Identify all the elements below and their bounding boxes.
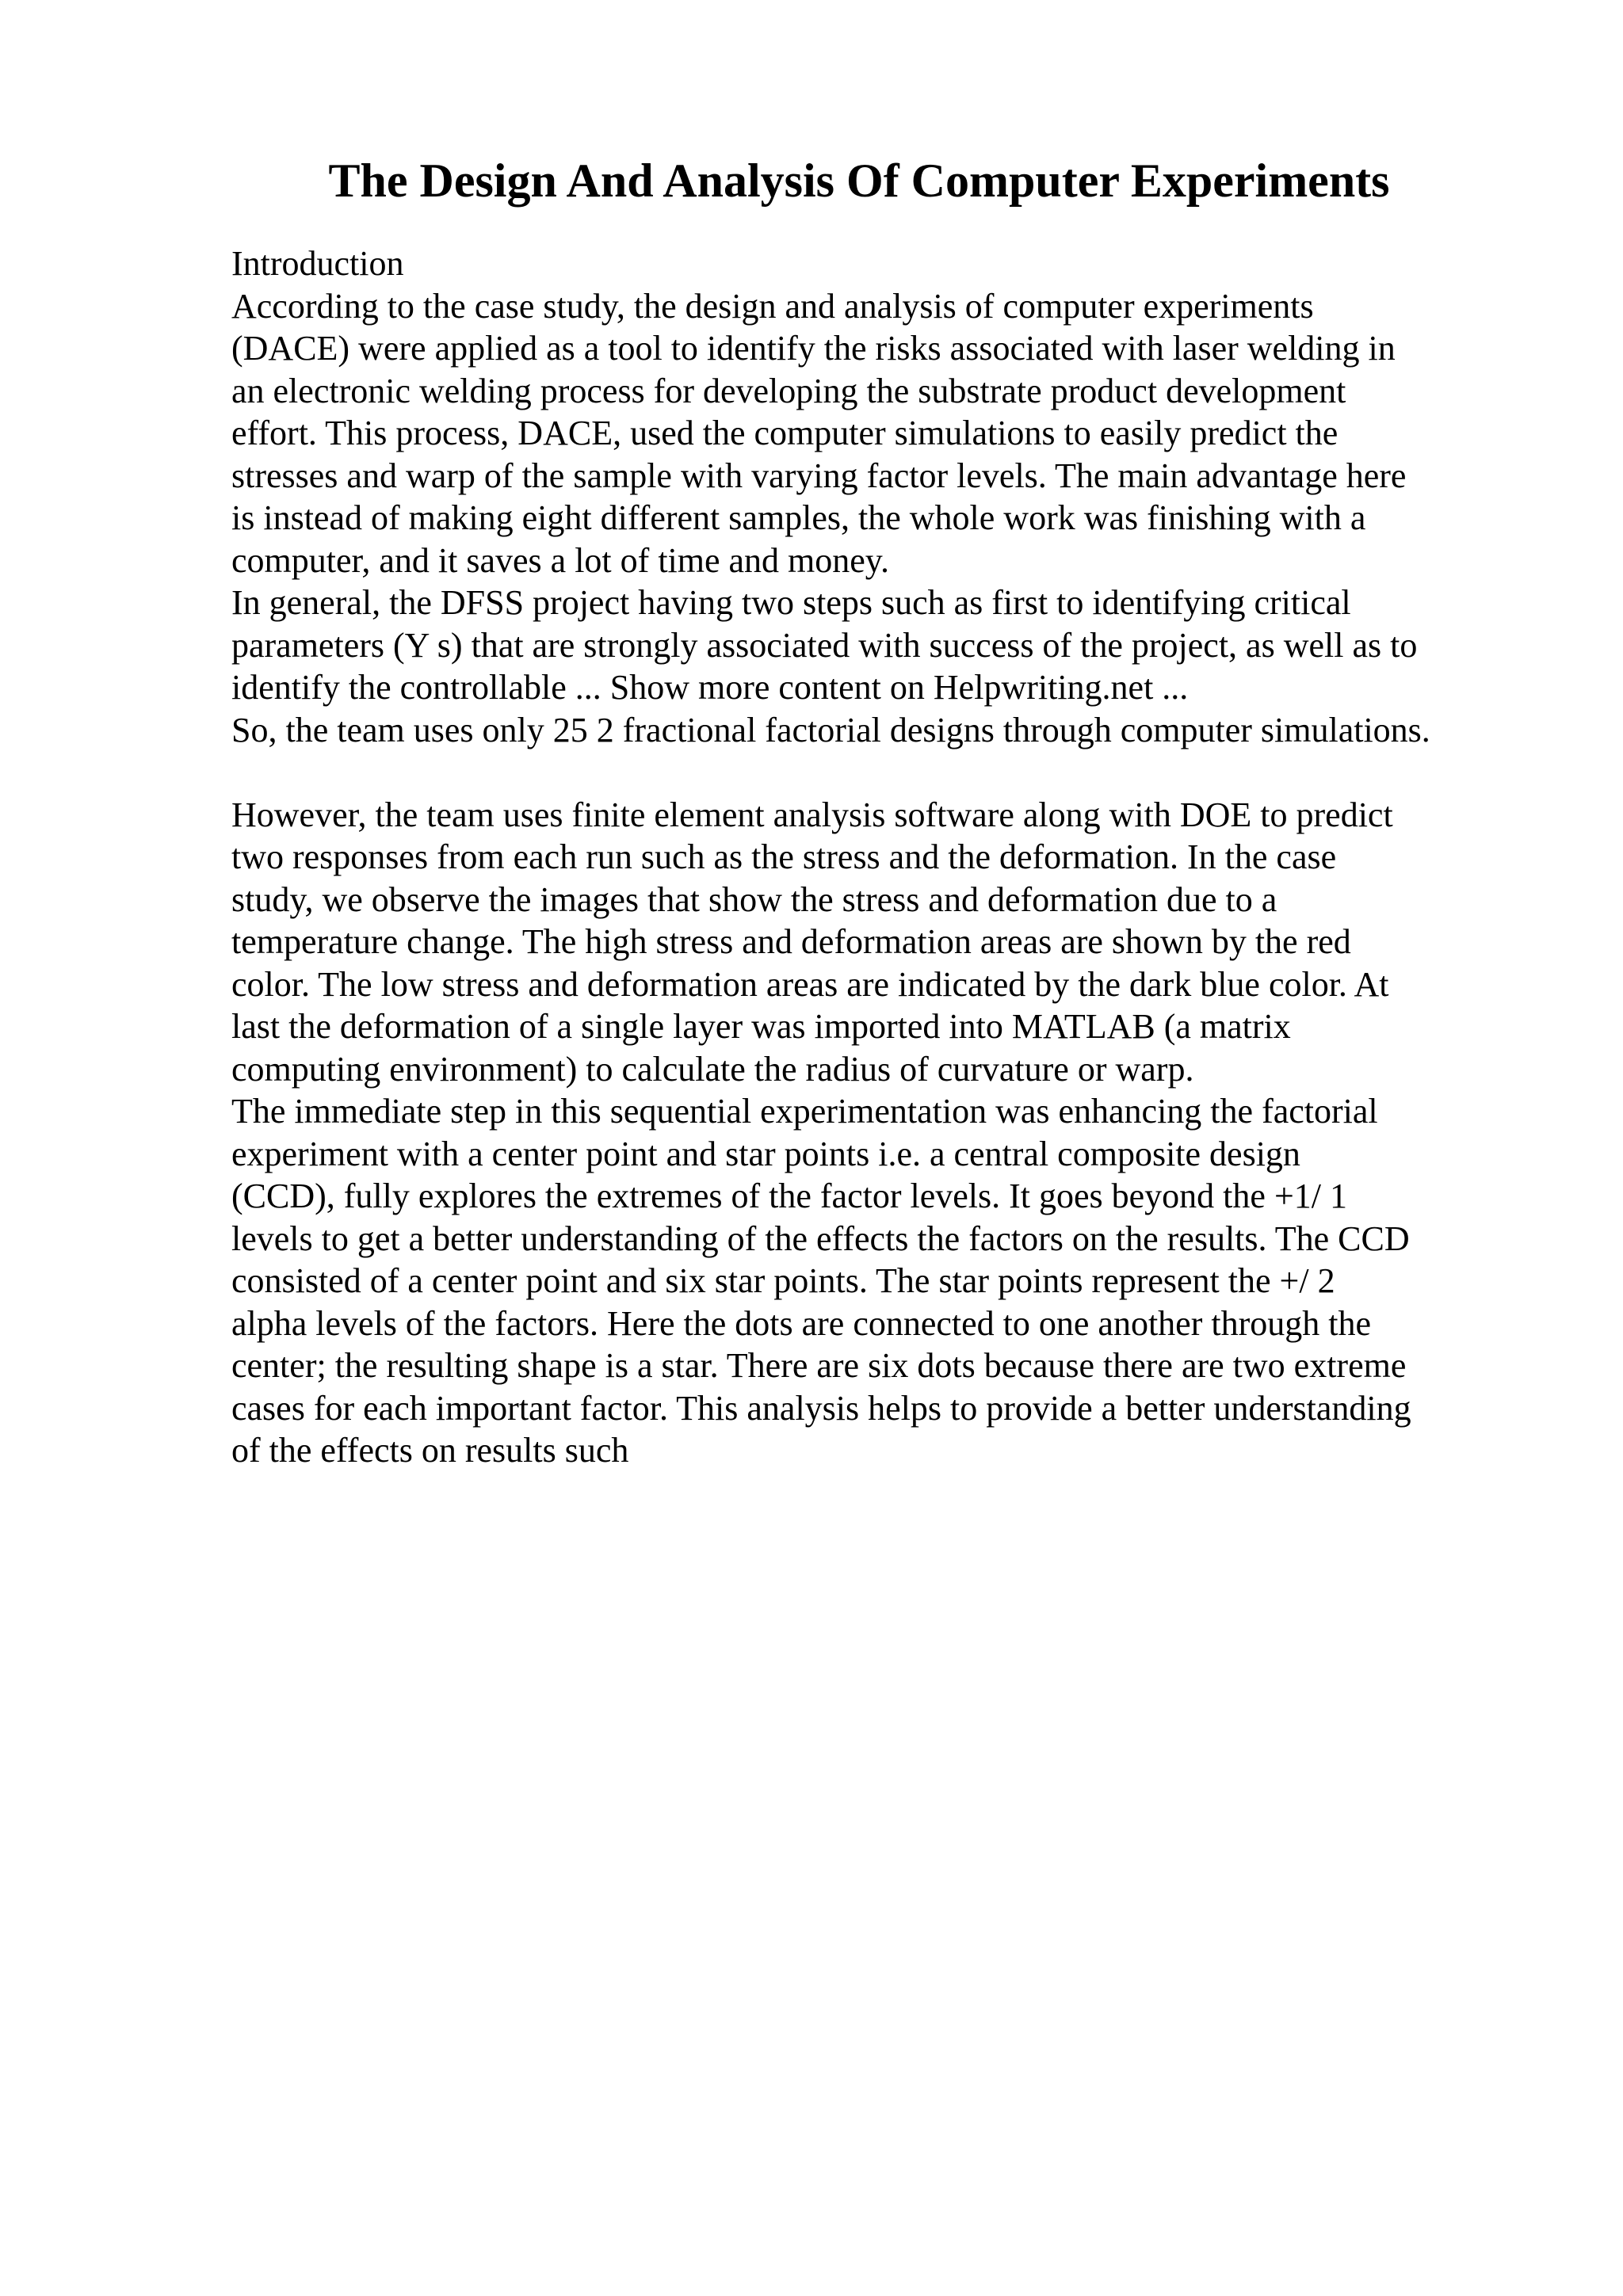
- text-line: color. The low stress and deformation areas are indicated by the dark blue color. At: [231, 964, 1389, 1004]
- text-line: levels to get a better understanding of the effects the factors on the results. The CCD: [231, 1219, 1410, 1258]
- text-line: study, we observe the images that show the stress and deformation due to a: [231, 879, 1277, 919]
- text-line: consisted of a center point and six star points. The star points represent the +/ 2: [231, 1261, 1335, 1300]
- text-line: (CCD), fully explores the extremes of the factor levels. It goes beyond the +1/ 1: [231, 1177, 1347, 1215]
- document-body: [231, 242, 1531, 1472]
- text-line: is instead of making eight different samples, the whole work was finishing with a: [231, 498, 1366, 537]
- text-line: identify the controllable ... Show more content on Helpwriting.net ...: [231, 668, 1189, 707]
- text-line: experiment with a center point and star points i.e. a central composite design: [231, 1134, 1300, 1173]
- text-line: computing environment) to calculate the radius of curvature or warp.: [231, 1049, 1194, 1089]
- text-line: However, the team uses finite element analysis software along with DOE to predict: [231, 795, 1393, 834]
- text-line: computer, and it saves a lot of time and money.: [231, 540, 889, 580]
- text-line: According to the case study, the design and analysis of computer experiments: [231, 286, 1314, 326]
- text-line: So, the team uses only 25 2 fractional factorial designs through computer simulations.: [231, 710, 1430, 749]
- text-line: of the effects on results such: [231, 1431, 629, 1470]
- text-line: (DACE) were applied as a tool to identify the risks associated with laser welding in: [231, 329, 1396, 368]
- text-line: stresses and warp of the sample with varying factor levels. The main advantage here: [231, 456, 1407, 495]
- text-line: last the deformation of a single layer was imported into MATLAB (a matrix: [231, 1007, 1291, 1046]
- text-line: effort. This process, DACE, used the computer simulations to easily predict the: [231, 414, 1338, 452]
- text-line: The immediate step in this sequential experimentation was enhancing the factorial: [231, 1092, 1378, 1131]
- text-line: alpha levels of the factors. Here the dots are connected to one another through the: [231, 1303, 1371, 1343]
- document-title: The Design And Analysis Of Computer Experiments: [328, 154, 1390, 207]
- section-heading-introduction: Introduction: [231, 244, 404, 283]
- text-line: temperature change. The high stress and deformation areas are shown by the red: [231, 922, 1351, 961]
- text-line: two responses from each run such as the stress and the deformation. In the case: [231, 837, 1337, 876]
- text-line: center; the resulting shape is a star. There are six dots because there are two extreme: [231, 1346, 1407, 1385]
- text-line: an electronic welding process for developing the substrate product development: [231, 371, 1346, 410]
- text-line: parameters (Y s) that are strongly associated with success of the project, as well as to: [231, 625, 1418, 665]
- text-line: cases for each important factor. This analysis helps to provide a better understanding: [231, 1388, 1411, 1428]
- blank-line: [231, 751, 1531, 794]
- text-line: In general, the DFSS project having two steps such as first to identifying critical: [231, 583, 1351, 622]
